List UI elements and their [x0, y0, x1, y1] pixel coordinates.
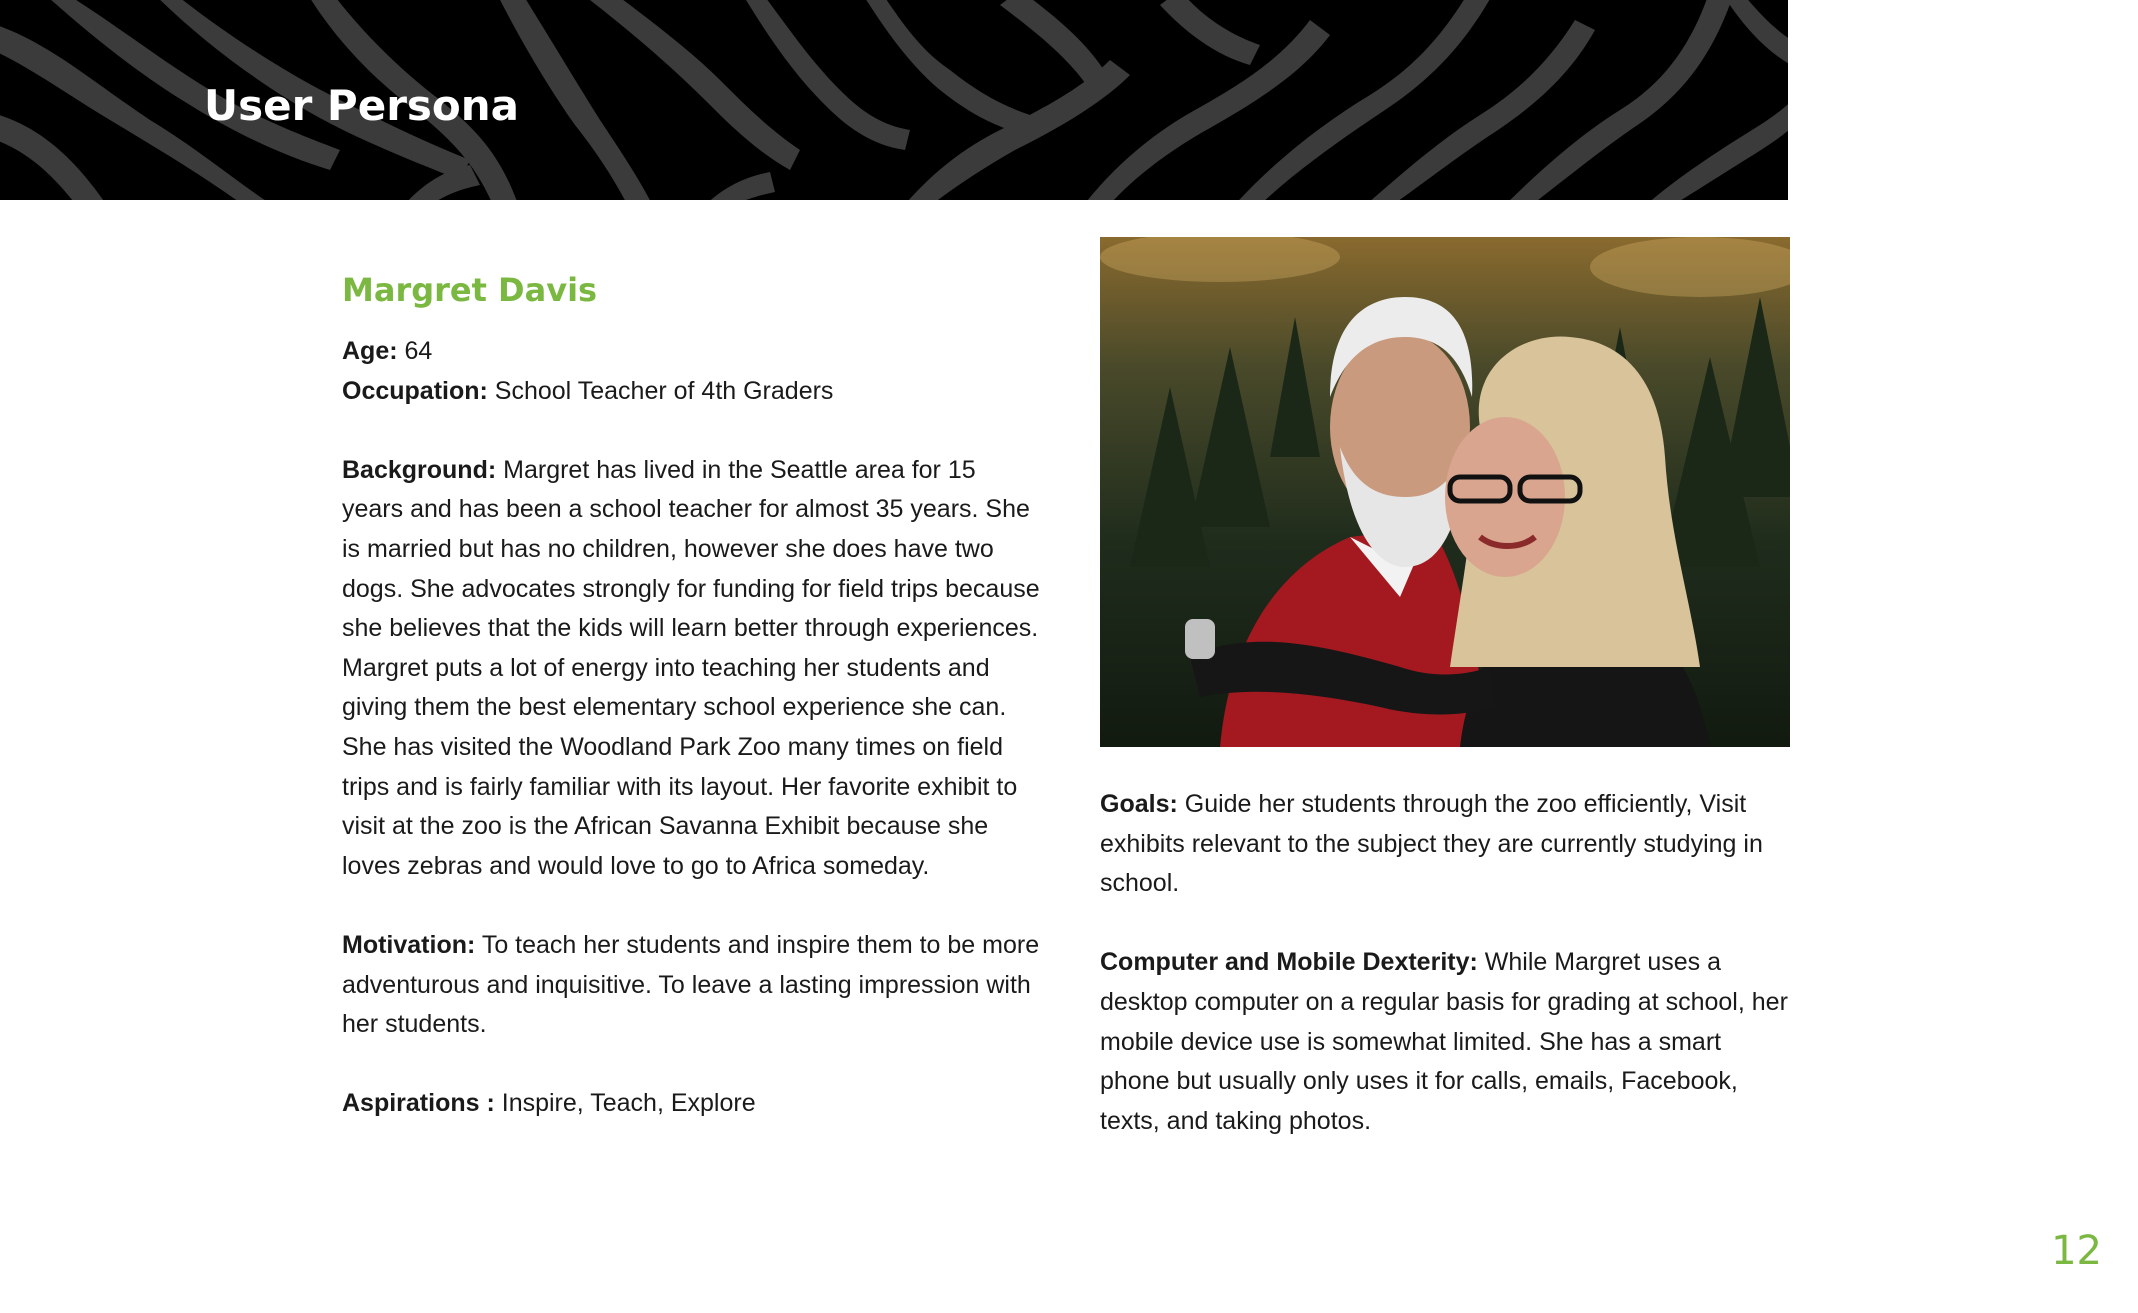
slide-title: User Persona: [204, 81, 519, 130]
dexterity-text: While Margret uses a desktop computer on a regular basis for grading at school, her mobile device use is somewhat limited. She has a smart phone but usually only uses it for calls, emails, Facebook, texts, and taking photos.: [1100, 948, 1788, 1135]
persona-photo: [1100, 237, 1790, 747]
goals-label: Goals:: [1100, 790, 1178, 818]
age-label: Age:: [342, 337, 398, 365]
background-text: Margret has lived in the Seattle area for 15 years and has been a school teacher for almost 35 years. She is married but has no children, however she does have two dogs. She advocates strongly for funding for field trips because she believes that the kids will learn better through experiences. Margret puts a lot of energy into teaching her students and giving them the best elementary school experience she can. She has visited the Woodland Park Zoo many times on field trips and is fairly familiar with its layout. Her favorite exhibit to visit at the zoo is the African Savanna Exhibit because she loves zebras and would love to go to Africa someday.: [342, 455, 1040, 880]
page-number: 12: [2051, 1228, 2102, 1274]
occupation-line: [342, 372, 1042, 412]
goals-paragraph: [1100, 785, 1790, 904]
aspirations-text: Inspire, Teach, Explore: [501, 1089, 756, 1118]
persona-name: Margret Davis: [342, 271, 598, 309]
dexterity-label: Computer and Mobile Dexterity:: [1100, 948, 1478, 977]
motivation-paragraph: [342, 926, 1042, 1045]
aspirations-label: Aspirations :: [342, 1089, 495, 1118]
persona-details-column: [342, 268, 1042, 1124]
occupation-label: Occupation:: [342, 376, 488, 405]
occupation-value: School Teacher of 4th Graders: [494, 376, 834, 405]
persona-goals-column: [1100, 785, 1790, 1141]
goals-text: Guide her students through the zoo efficiently, Visit exhibits relevant to the subject they are currently studying in school.: [1100, 790, 1763, 898]
motivation-text: To teach her students and inspire them to be more adventurous and inquisitive. To leave a lasting impression with her students.: [342, 930, 1040, 1039]
dexterity-paragraph: [1100, 943, 1790, 1141]
background-label: Background:: [342, 455, 497, 484]
aspirations-line: [342, 1084, 1042, 1124]
age-value: 64: [404, 337, 433, 365]
age-line: [342, 332, 1042, 372]
zebra-banner: [0, 0, 1788, 200]
background-paragraph: [342, 451, 1042, 887]
motivation-label: Motivation:: [342, 930, 476, 959]
couple-photo-illustration: [1100, 237, 1790, 747]
